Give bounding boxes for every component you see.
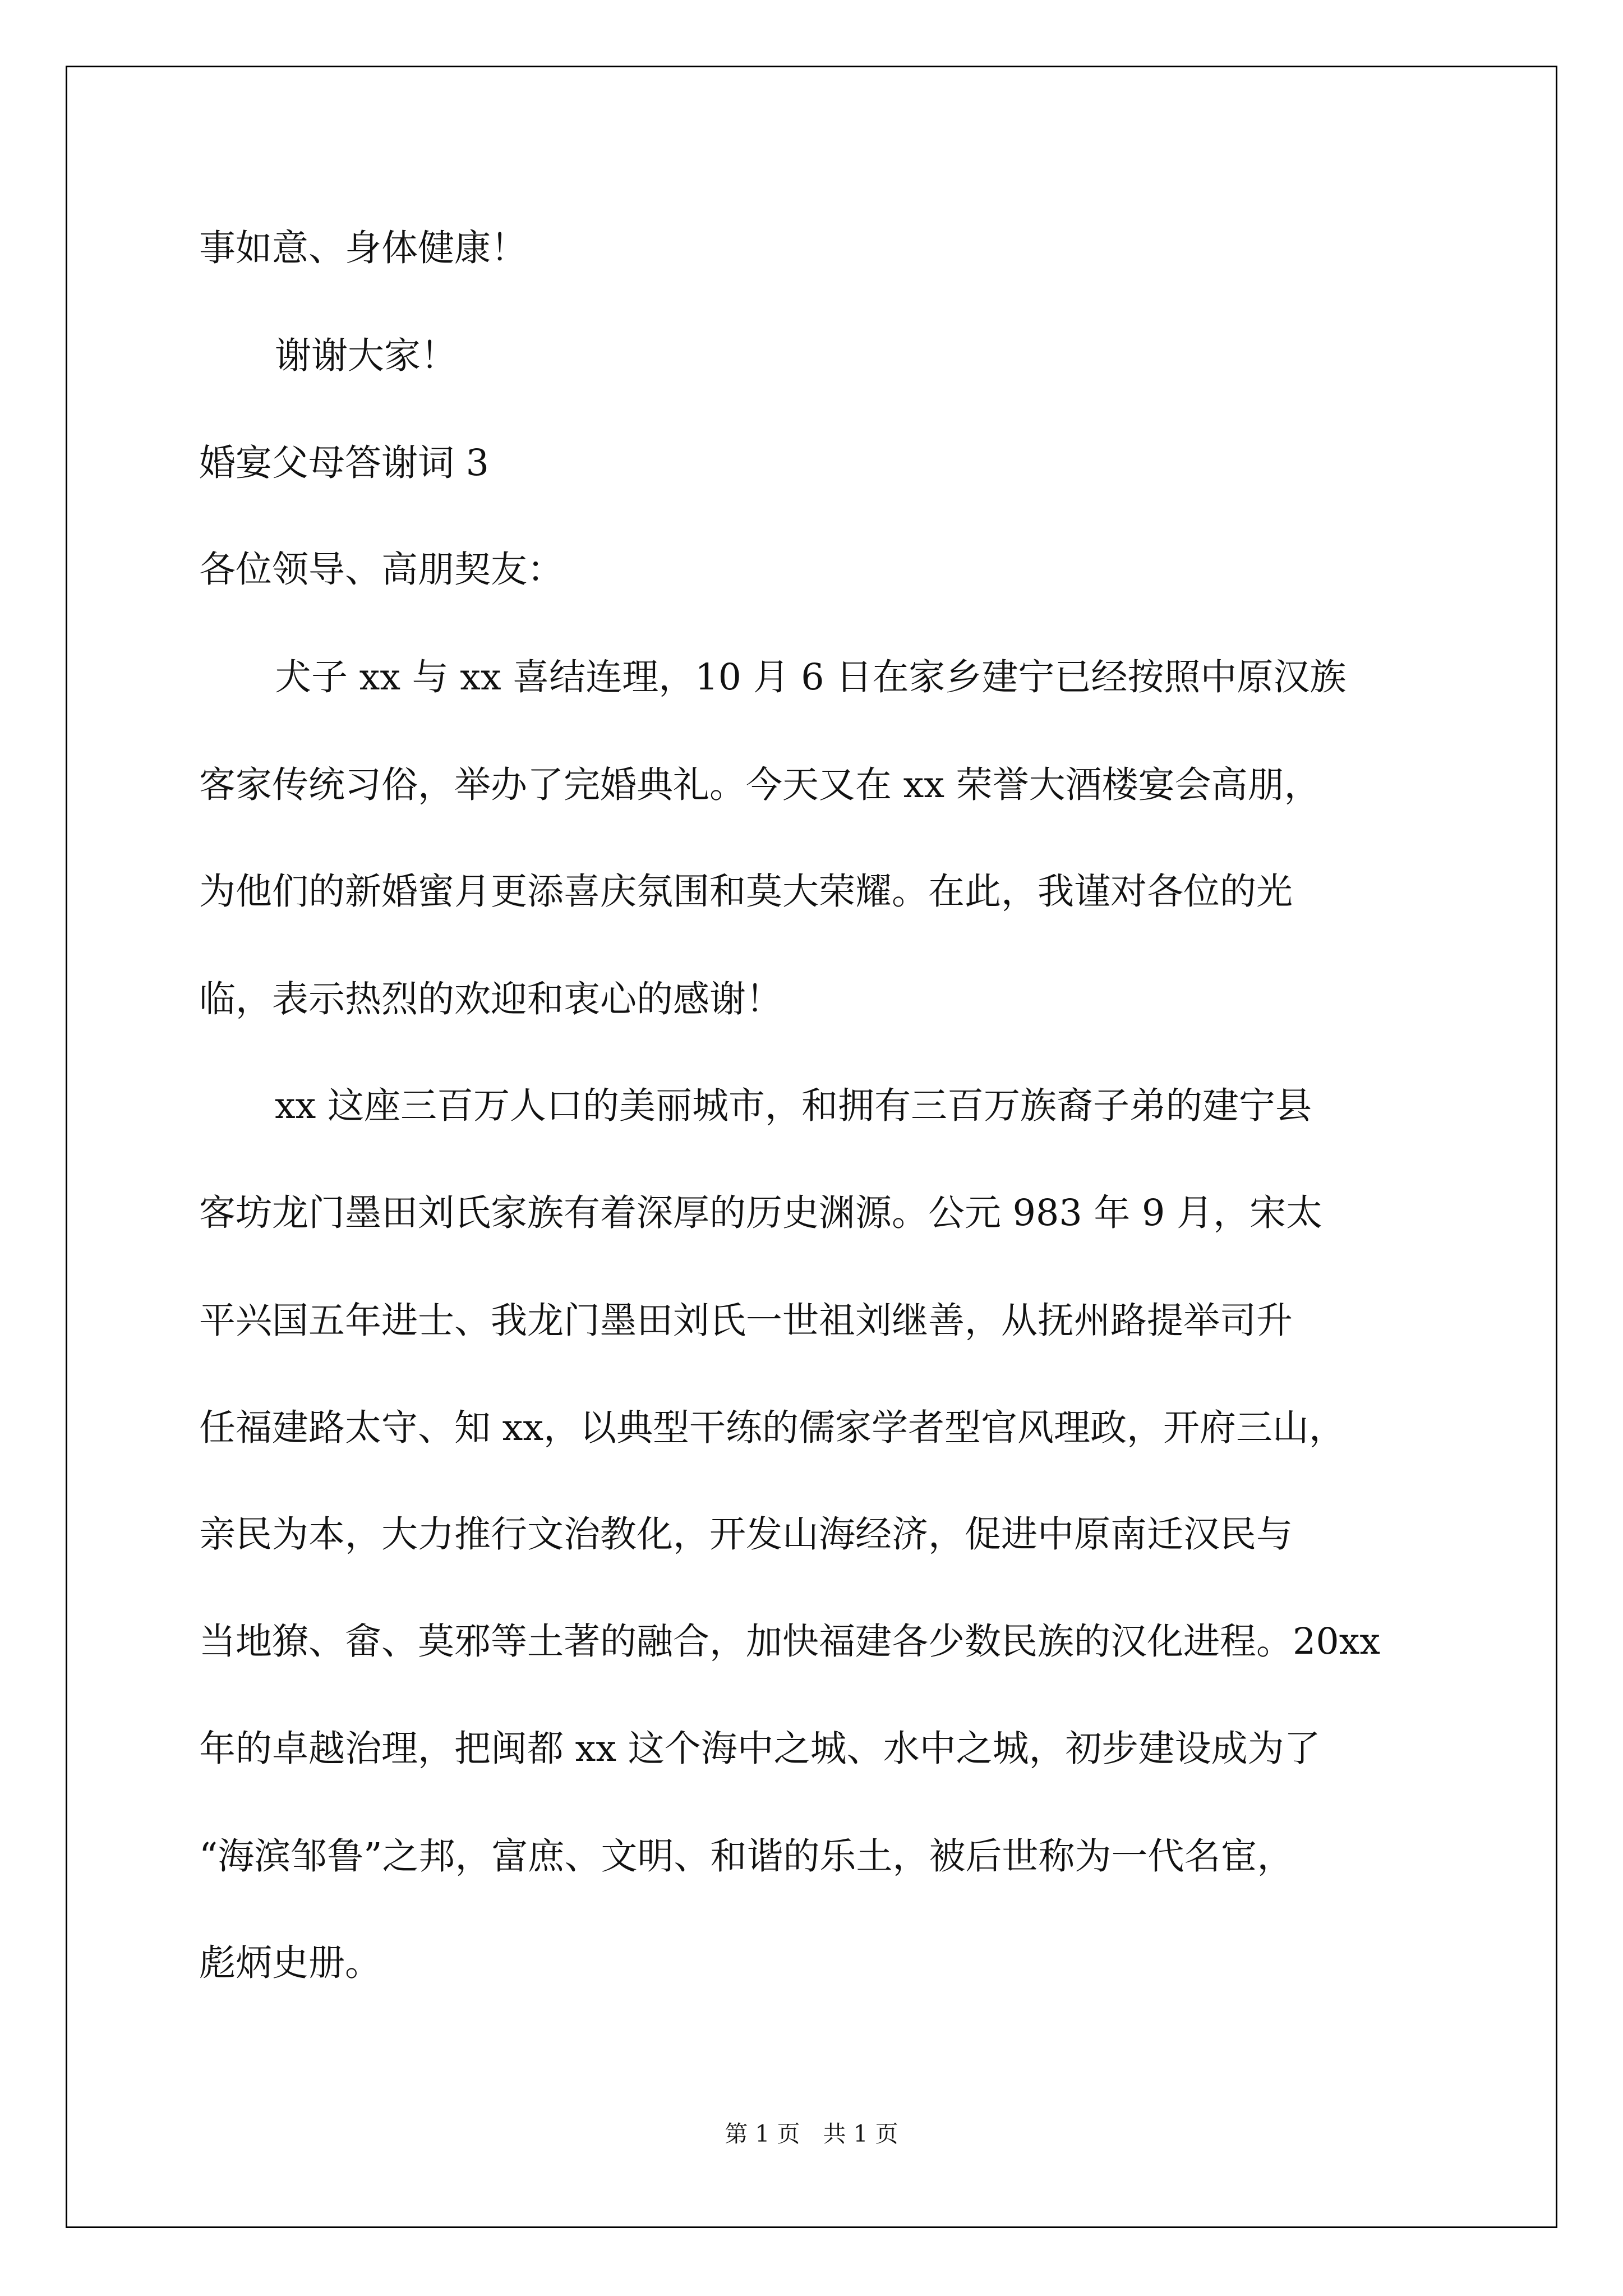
- text-line: 谢谢大家！: [275, 335, 458, 377]
- salutation: 各位领导、高朋契友：: [199, 549, 564, 591]
- text-line: 彪炳史册。: [199, 1942, 382, 1984]
- text-line: 临，表示热烈的欢迎和衷心的感谢！: [199, 978, 783, 1020]
- text-line: 犬子 xx 与 xx 喜结连理，10 月 6 日在家乡建宁已经按照中原汉族: [275, 656, 1347, 698]
- document-heading: 婚宴父母答谢词 3: [199, 442, 490, 484]
- text-line: 亲民为本，大力推行文治教化，开发山海经济，促进中原南迁汉民与: [199, 1513, 1293, 1556]
- text-line: 任福建路太守、知 xx，以典型干练的儒家学者型官风理政，开府三山，: [199, 1407, 1345, 1449]
- text-line: “海滨邹鲁”之邦，富庶、文明、和谐的乐土，被后世称为一代名宦，: [199, 1835, 1294, 1878]
- text-line: 年的卓越治理，把闽都 xx 这个海中之城、水中之城，初步建设成为了: [199, 1728, 1321, 1770]
- text-line: 当地獠、畲、莫邪等土著的融合，加快福建各少数民族的汉化进程。20xx: [199, 1621, 1381, 1663]
- text-line: xx 这座三百万人口的美丽城市，和拥有三百万族裔子弟的建宁县: [275, 1085, 1312, 1127]
- text-line: 平兴国五年进士、我龙门墨田刘氏一世祖刘继善，从抚州路提举司升: [199, 1300, 1293, 1342]
- text-line: 为他们的新婚蜜月更添喜庆氛围和莫大荣耀。在此，我谨对各位的光: [199, 871, 1293, 913]
- page-border: [66, 66, 1557, 2228]
- text-line: 客坊龙门墨田刘氏家族有着深厚的历史渊源。公元 983 年 9 月，宋太: [199, 1192, 1323, 1234]
- page-number-footer: 第 1 页 共 1 页: [725, 2120, 898, 2147]
- text-line: 事如意、身体健康！: [199, 227, 528, 269]
- text-line: 客家传统习俗，举办了完婚典礼。今天又在 xx 荣誉大酒楼宴会高朋，: [199, 764, 1321, 806]
